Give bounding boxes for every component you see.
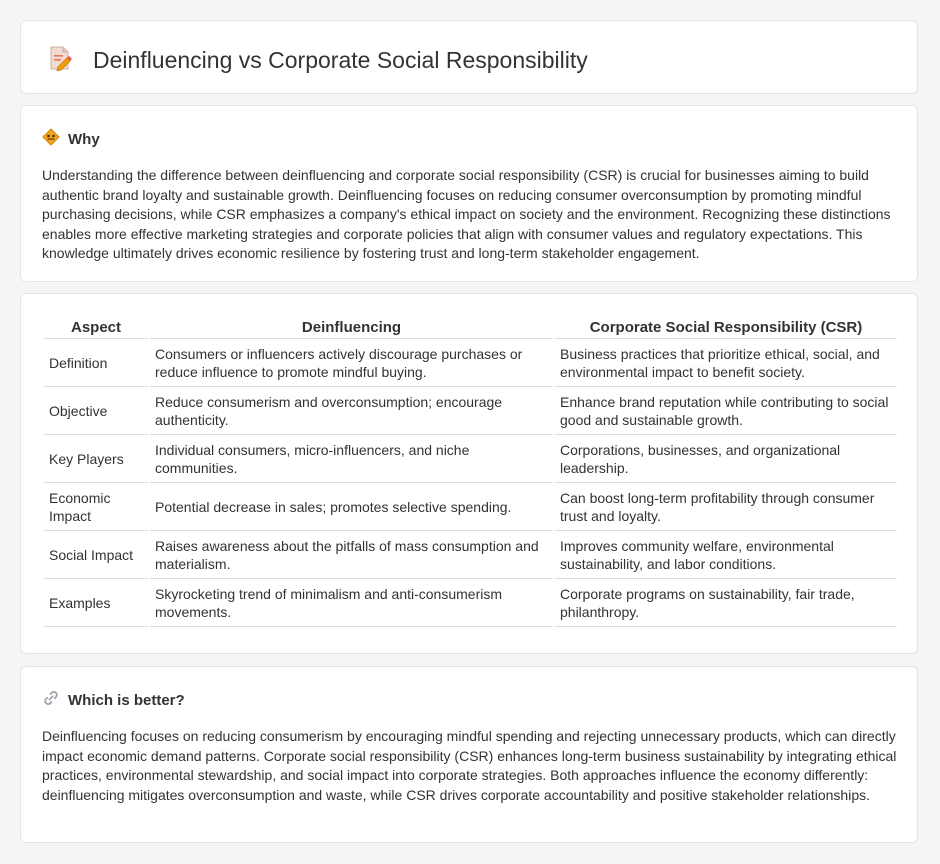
csr-cell: Enhance brand reputation while contributing to social good and sustainable growth. [555,387,897,435]
better-heading: Which is better? [68,692,185,709]
document-pencil-icon [47,45,73,76]
table-row [44,579,897,627]
csr-cell: Business practices that prioritize ethical, social, and environmental impact to benefit society. [555,339,897,387]
csr-cell: Corporations, businesses, and organizational leadership. [555,435,897,483]
column-header-deinfluencing: Deinfluencing [150,316,553,339]
aspect-cell: Economic Impact [44,483,148,531]
table-row [44,387,897,435]
comparison-card [20,293,918,654]
column-header-aspect: Aspect [44,316,148,339]
comparison-table [42,316,899,627]
why-heading: Why [68,131,100,148]
table-row [44,435,897,483]
aspect-cell: Key Players [44,435,148,483]
table-header-row [44,316,897,339]
link-icon [42,689,60,712]
page-title: Deinfluencing vs Corporate Social Responsibility [93,47,588,73]
aspect-cell: Social Impact [44,531,148,579]
deinfluencing-cell: Individual consumers, micro-influencers, and niche communities. [150,435,553,483]
diamond-sign-icon [42,128,60,151]
title-card [20,20,918,94]
table-row [44,483,897,531]
aspect-cell: Objective [44,387,148,435]
deinfluencing-cell: Potential decrease in sales; promotes selective spending. [150,483,553,531]
which-is-better-section [20,666,918,843]
csr-cell: Improves community welfare, environmental sustainability, and labor conditions. [555,531,897,579]
deinfluencing-cell: Reduce consumerism and overconsumption; encourage authenticity. [150,387,553,435]
table-row [44,339,897,387]
deinfluencing-cell: Consumers or influencers actively discourage purchases or reduce influence to promote mindful buying. [150,339,553,387]
why-body: Understanding the difference between deinfluencing and corporate social responsibility (CSR) is crucial for businesses aiming to build authentic brand loyalty and sustainable growth. Deinfluencing focuses on reducing consumer overconsumption by promoting mindful purchasing decisions, while CSR emphasizes a company's ethical impact on society and the environment. Recognizing these distinctions enables more effective marketing strategies and corporate policies that align with consumer values and regulatory expectations. This knowledge ultimately drives economic resilience by fostering trust and long-term stakeholder engagement. [42,167,891,262]
csr-cell: Can boost long-term profitability through consumer trust and loyalty. [555,483,897,531]
csr-cell: Corporate programs on sustainability, fair trade, philanthropy. [555,579,897,627]
table-row [44,531,897,579]
deinfluencing-cell: Raises awareness about the pitfalls of mass consumption and materialism. [150,531,553,579]
why-section [20,105,918,282]
better-body: Deinfluencing focuses on reducing consumerism by encouraging mindful spending and rejecting unnecessary products, which can directly impact economic demand patterns. Corporate social responsibility (CSR) enhances long-term business sustainability by integrating ethical practices, environmental stewardship, and social impact into corporate strategies. Both approaches influence the economy differently: deinfluencing mitigates overconsumption and waste, while CSR drives corporate accountability and positive stakeholder relationships. [42,728,897,803]
aspect-cell: Examples [44,579,148,627]
column-header-csr: Corporate Social Responsibility (CSR) [555,316,897,339]
aspect-cell: Definition [44,339,148,387]
deinfluencing-cell: Skyrocketing trend of minimalism and anti-consumerism movements. [150,579,553,627]
